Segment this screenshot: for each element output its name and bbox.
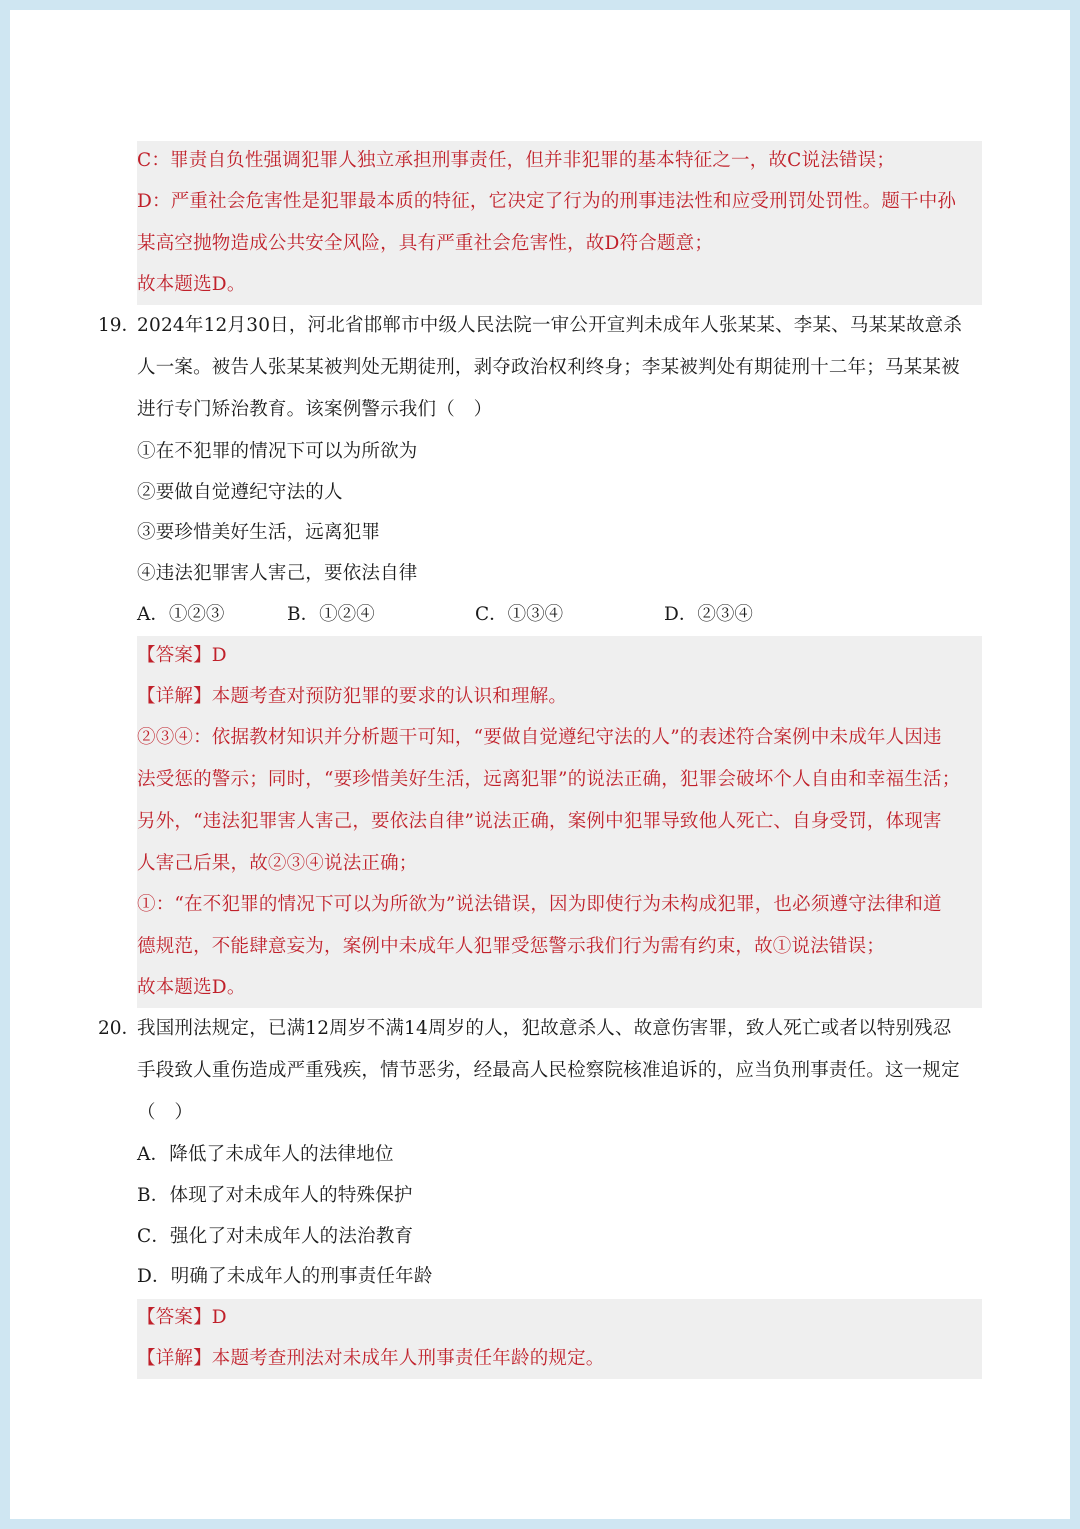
- prev-answer-line: C：罪责自负性强调犯罪人独立承担刑事责任，但并非犯罪的基本特征之一，故C说法错误；: [137, 150, 896, 171]
- explanation-line: ①：“在不犯罪的情况下可以为所欲为”说法错误，因为即使行为未构成犯罪，也必须遵守法律和道: [137, 894, 942, 915]
- explanation-line: ②③④：依据教材知识并分析题干可知，“要做自觉遵纪守法的人”的表述符合案例中未成年人因违: [137, 727, 942, 748]
- explanation-line: 法受惩的警示；同时，“要珍惜美好生活，远离犯罪”的说法正确，犯罪会破坏个人自由和幸福生活；: [137, 769, 961, 790]
- explanation-line: 另外，“违法犯罪害人害己，要依法自律”说法正确，案例中犯罪导致他人死亡、自身受罚，体现害: [137, 811, 942, 832]
- statement: ①在不犯罪的情况下可以为所欲为: [137, 441, 418, 462]
- question-number: 20．: [98, 1018, 141, 1039]
- prev-answer-line: 故本题选D。: [137, 274, 246, 295]
- answer-label: 【答案】D: [137, 645, 227, 666]
- option-a: A．降低了未成年人的法律地位: [137, 1144, 394, 1165]
- option-a: A．①②③: [137, 604, 225, 625]
- explanation-line: 人害己后果，故②③④说法正确；: [137, 853, 418, 874]
- question-stem-line: （ ）: [137, 1102, 194, 1123]
- question-stem-line: 手段致人重伤造成严重残疾，情节恶劣，经最高人民检察院核准追诉的，应当负刑事责任。这一规定: [137, 1060, 960, 1081]
- prev-answer-line: D：严重社会危害性是犯罪最本质的特征，它决定了行为的刑事违法性和应受刑罚处罚性。题干中孙: [137, 191, 957, 212]
- statement: ④违法犯罪害人害己，要依法自律: [137, 563, 418, 584]
- prev-answer-line: 某高空抛物造成公共安全风险，具有严重社会危害性，故D符合题意；: [137, 233, 714, 254]
- explanation-line: 德规范，不能肆意妄为，案例中未成年人犯罪受惩警示我们行为需有约束，故①说法错误；: [137, 936, 886, 957]
- option-b: B．①②④: [287, 604, 375, 625]
- statement: ②要做自觉遵纪守法的人: [137, 482, 343, 503]
- explanation-line: 【详解】本题考查对预防犯罪的要求的认识和理解。: [137, 686, 568, 707]
- option-d: D．②③④: [664, 604, 753, 625]
- option-c: C．强化了对未成年人的法治教育: [137, 1226, 414, 1247]
- document-page: [10, 10, 1070, 1519]
- statement: ③要珍惜美好生活，远离犯罪: [137, 522, 381, 543]
- option-c: C．①③④: [475, 604, 564, 625]
- explanation-line: 故本题选D。: [137, 977, 246, 998]
- option-d: D．明确了未成年人的刑事责任年龄: [137, 1266, 433, 1287]
- answer-label: 【答案】D: [137, 1307, 227, 1328]
- question-number: 19．: [98, 315, 141, 336]
- question-stem-line: 2024年12月30日，河北省邯郸市中级人民法院一审公开宣判未成年人张某某、李某、马某某故意杀: [137, 315, 963, 336]
- option-b: B．体现了对未成年人的特殊保护: [137, 1185, 413, 1206]
- question-stem-line: 我国刑法规定，已满12周岁不满14周岁的人，犯故意杀人、故意伤害罪，致人死亡或者以特别残忍: [137, 1018, 952, 1039]
- question-stem-line: 进行专门矫治教育。该案例警示我们（ ）: [137, 399, 493, 420]
- question-stem-line: 人一案。被告人张某某被判处无期徒刑，剥夺政治权利终身；李某被判处有期徒刑十二年；马某某被: [137, 357, 960, 378]
- explanation-line: 【详解】本题考查刑法对未成年人刑事责任年龄的规定。: [137, 1348, 605, 1369]
